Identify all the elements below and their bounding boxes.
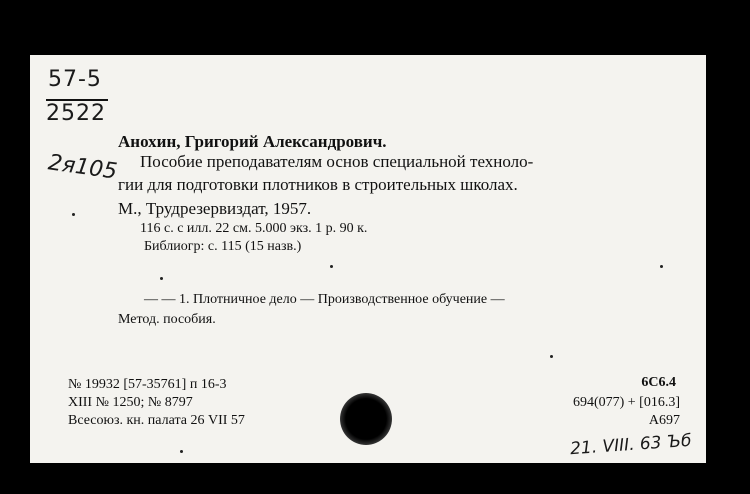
handwritten-date: 21. VIII. 63 Ъб: [569, 430, 693, 460]
subject-line-1: — — 1. Плотничное дело — Производственное обучение —: [144, 292, 505, 307]
title-line-1: Пособие преподавателям основ специальной техноло-: [140, 152, 534, 171]
handwritten-side-note: 2я105: [46, 150, 119, 185]
ink-speck: [330, 265, 333, 268]
title-line-2: гии для подготовки плотников в строительных школах.: [118, 175, 518, 194]
ink-speck: [180, 450, 183, 453]
author-heading: Анохин, Григорий Александрович.: [118, 132, 387, 151]
subject-line-2: Метод. пособия.: [118, 312, 216, 327]
ink-speck: [160, 277, 163, 280]
registry-line-2: XIII № 1250; № 8797: [68, 395, 193, 410]
registry-line-1: № 19932 [57-35761] п 16-3: [68, 377, 227, 392]
call-number-bottom: 2522: [46, 101, 106, 126]
ink-blot: [340, 393, 392, 445]
publication-info: М., Трудрезервиздат, 1957.: [118, 199, 312, 218]
catalog-card: [30, 55, 706, 463]
classification-2: 694(077) + [016.3]: [572, 395, 680, 410]
physical-description: 116 с. с илл. 22 см. 5.000 экз. 1 р. 90 к.: [140, 221, 368, 236]
classification-1: 6С6.4: [641, 375, 676, 390]
ink-speck: [550, 355, 553, 358]
call-number-top: 57-5: [48, 67, 102, 92]
registry-line-3: Всесоюз. кн. палата 26 VII 57: [68, 413, 245, 428]
bibliography-note: Библиогр: с. 115 (15 назв.): [144, 239, 302, 254]
ink-speck: [72, 213, 75, 216]
ink-speck: [660, 265, 663, 268]
classification-3: А697: [648, 413, 680, 428]
